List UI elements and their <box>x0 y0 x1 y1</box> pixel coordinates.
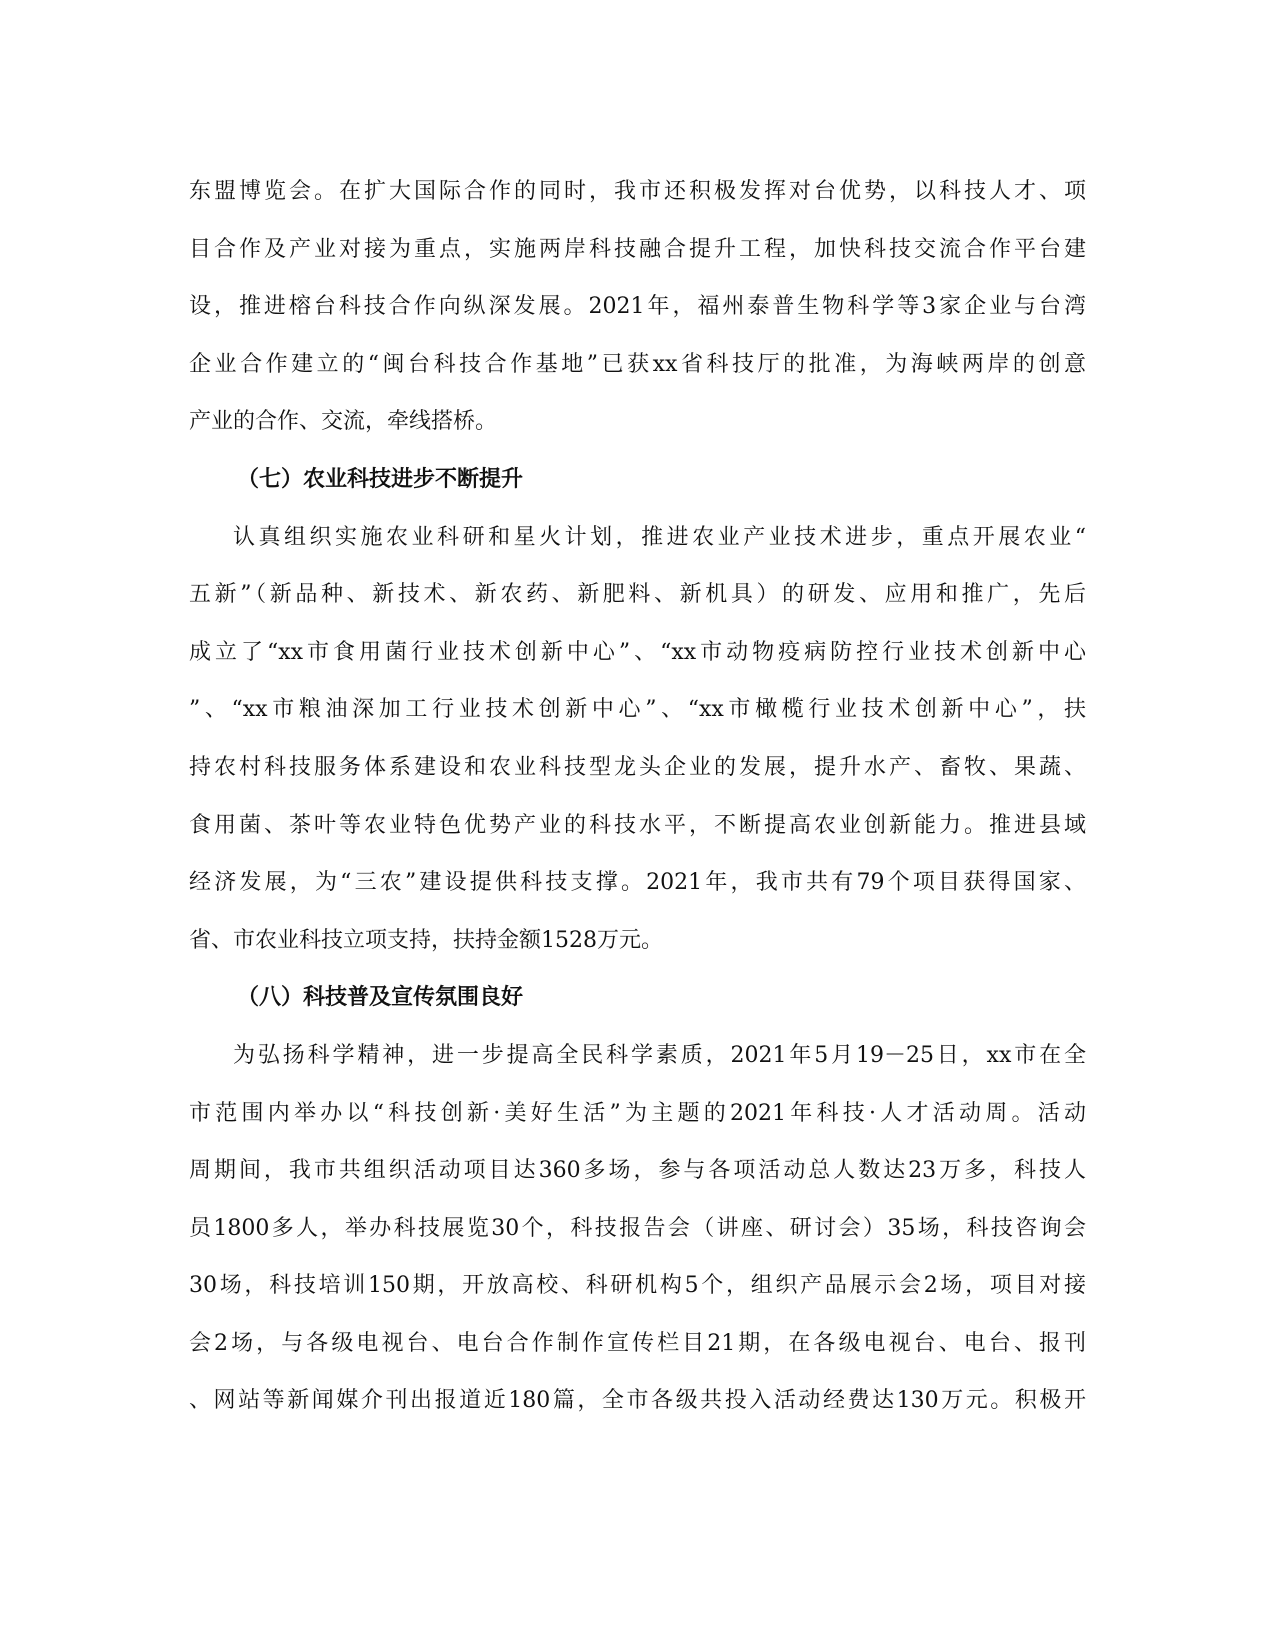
body-line: 为弘扬科学精神，进一步提高全民科学素质，2021年5月19－25日，xx市在全 <box>233 1042 1086 1068</box>
body-line: ”、“xx市粮油深加工行业技术创新中心”、“xx市橄榄行业技术创新中心”，扶 <box>189 697 1086 723</box>
body-line: 食用菌、茶叶等农业特色优势产业的科技水平，不断提高农业创新能力。推进县域 <box>189 812 1086 838</box>
body-line: 认真组织实施农业科研和星火计划，推进农业产业技术进步，重点开展农业“ <box>233 524 1086 550</box>
body-line: 30场，科技培训150期，开放高校、科研机构5个，组织产品展示会2场，项目对接 <box>189 1273 1086 1299</box>
body-line: 产业的合作、交流，牵线搭桥。 <box>189 409 498 435</box>
body-line: 成立了“xx市食用菌行业技术创新中心”、“xx市动物疫病防控行业技术创新中心 <box>189 639 1086 665</box>
body-line: 五新”（新品种、新技术、新农药、新肥料、新机具）的研发、应用和推广，先后 <box>189 582 1086 608</box>
body-line: 省、市农业科技立项支持，扶持金额1528万元。 <box>189 927 663 953</box>
body-line: 东盟博览会。在扩大国际合作的同时，我市还积极发挥对台优势，以科技人才、项 <box>189 179 1086 204</box>
body-line: 目合作及产业对接为重点，实施两岸科技融合提升工程，加快科技交流合作平台建 <box>189 236 1086 262</box>
body-line: 经济发展，为“三农”建设提供科技支撑。2021年，我市共有79个项目获得国家、 <box>189 870 1086 896</box>
body-line: 设，推进榕台科技合作向纵深发展。2021年，福州泰普生物科学等3家企业与台湾 <box>189 294 1086 320</box>
body-line: 员1800多人，举办科技展览30个，科技报告会（讲座、研讨会）35场，科技咨询会 <box>189 1215 1086 1241</box>
body-line: 市范围内举办以“科技创新·美好生活”为主题的2021年科技·人才活动周。活动 <box>189 1100 1086 1126</box>
body-line: 会2场，与各级电视台、电台合作制作宣传栏目21期，在各级电视台、电台、报刊 <box>189 1330 1086 1356</box>
body-line: 持农村科技服务体系建设和农业科技型龙头企业的发展，提升水产、畜牧、果蔬、 <box>189 754 1086 780</box>
document-body <box>189 163 1086 1430</box>
section-heading-7: （七）农业科技进步不断提升 <box>237 465 524 492</box>
section-heading-8: （八）科技普及宣传氛围良好 <box>237 984 524 1011</box>
body-line: 、网站等新闻媒介刊出报道近180篇，全市各级共投入活动经费达130万元。积极开 <box>189 1388 1086 1414</box>
body-line: 企业合作建立的“闽台科技合作基地”已获xx省科技厅的批准，为海峡两岸的创意 <box>189 351 1086 377</box>
body-line: 周期间，我市共组织活动项目达360多场，参与各项活动总人数达23万多，科技人 <box>189 1158 1086 1184</box>
